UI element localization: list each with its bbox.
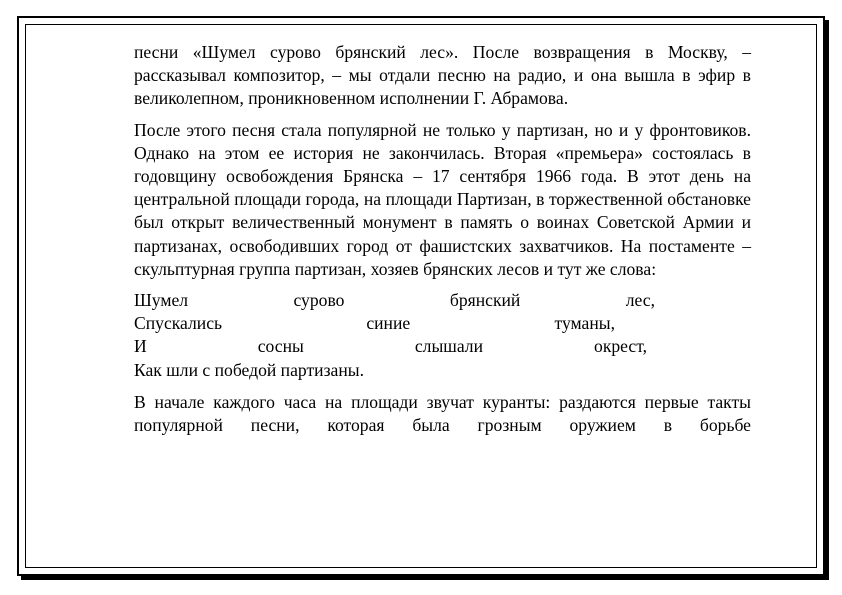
verse-word: синие (366, 313, 411, 334)
verse-word: Спускались (134, 313, 223, 334)
document-body (134, 41, 751, 437)
paragraph-monument: После этого песня стала популярной не только у партизан, но и у фронтовиков. Однако на этом ее история не закончилась. Вторая «премьера» состоялась в годовщину освобождения Брянска – 17 сентября 1966 года. В этот день на центральной площади города, на площади Партизан, в торжественной обстановке был открыт величественный монумент в память о воинах Советской Армии и партизанах, освободивших город от фашистских захватчиков. На постаменте – скульптурная группа партизан, хозяев брянских лесов и тут же слова: (134, 119, 751, 279)
verse-word: Шумел (134, 290, 189, 311)
verse-word: лес, (625, 290, 655, 311)
verse-word: туманы, (554, 313, 615, 334)
verse-line-2 (134, 312, 751, 335)
verse-line-3 (134, 335, 751, 358)
verse-word: окрест, (594, 336, 647, 357)
verse-word: И (134, 336, 147, 357)
verse-word: сурово (293, 290, 345, 311)
paragraph-intro: песни «Шумел сурово брянский лес». После возвращения в Москву, – рассказывал композитор, – мы отдали песню на радио, и она вышла в эфир в великолепном, проникновенном исполнении Г. Абрамова. (134, 42, 751, 109)
verse-word: сосны (257, 336, 304, 357)
paragraph-chimes: В начале каждого часа на площади звучат куранты: раздаются первые такты популярной песни, которая была грозным оружием в борьбе (134, 391, 751, 436)
song-verse (134, 289, 751, 382)
verse-word: слышали (414, 336, 483, 357)
verse-word: брянский (449, 290, 521, 311)
verse-line-1 (134, 289, 751, 312)
verse-line-4: Как шли с победой партизаны. (134, 359, 364, 380)
